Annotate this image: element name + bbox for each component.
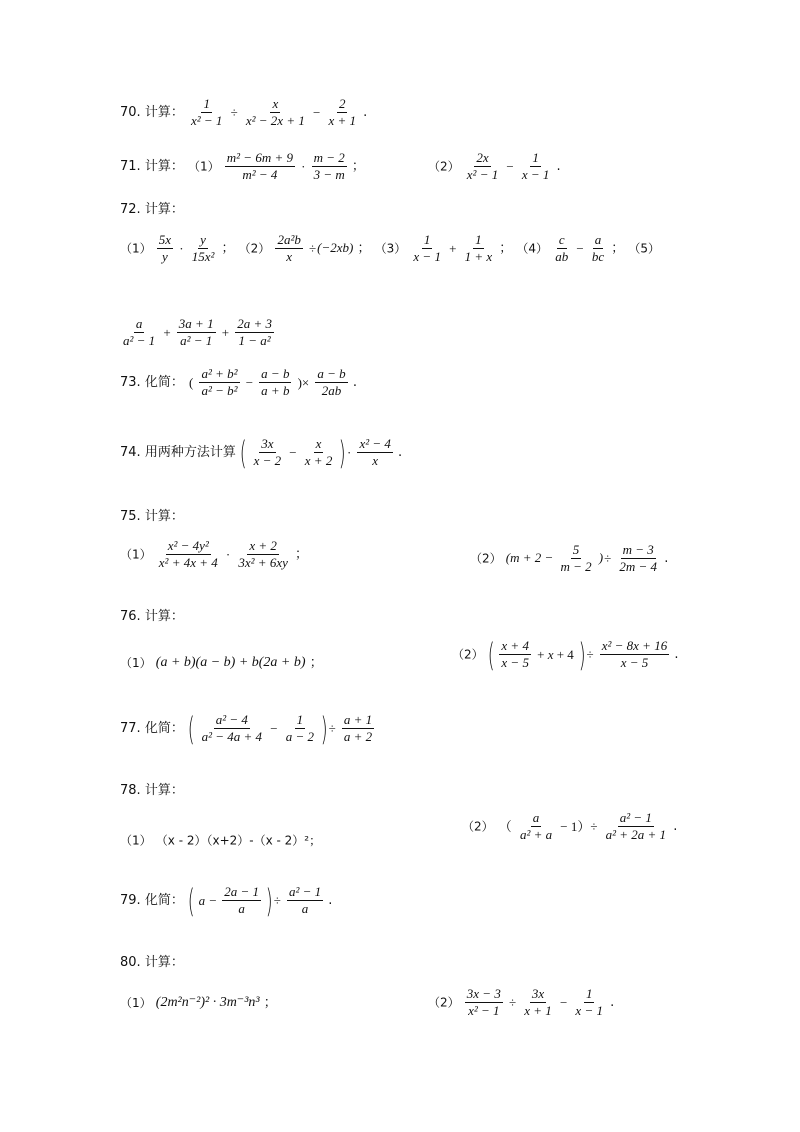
fraction: $\frac{5x}{y}$ [158, 232, 172, 264]
fraction: $\frac{a}{\text{a² − 1}}$ [123, 316, 156, 348]
fraction: $\frac{2a + 3}{\text{1 − a²}}$ [237, 316, 272, 348]
problem-label: 计算： [144, 159, 184, 174]
subpart-1: （1） [120, 241, 152, 256]
subpart-2: （2） [452, 647, 484, 662]
end-mark: ； [295, 547, 309, 562]
problem-number: 71. [120, 159, 141, 174]
problem-77: 77. 化简： ( $\frac{\text{a² − 4}}{\text{a² − 4a + 4}}$ − $\frac{1}{a - 2}$ )÷ $\frac{a + 1}{a + 2}$ [120, 709, 373, 748]
problem-80 [120, 956, 184, 969]
fraction: $\frac{a}{bc}$ [591, 232, 605, 264]
end-mark: . [664, 551, 669, 566]
fraction: $\frac{\text{a² − 4}}{\text{a² − 4a + 4}}$ [201, 712, 263, 744]
problem-79: 79. 化简： ( a − $\frac{2a - 1}{a}$ )÷ $\frac{\text{a² − 1}}{a}$ . [120, 881, 333, 920]
problem-78-part-2: （2） （ $\frac{a}{\text{a² + a}}$ − 1）÷ $\frac{\text{a² − 1}}{\text{a² + 2a + 1}}$ . [462, 810, 678, 842]
end-mark: . [610, 995, 615, 1010]
problem-label: 用两种方法计算 [144, 445, 236, 460]
problem-75 [120, 510, 184, 523]
problem-number: 76. [120, 609, 141, 624]
fraction: $\frac{3x - 3}{\text{x² − 1}}$ [466, 986, 501, 1018]
fraction: $\frac{\text{m² − 6m + 9}}{\text{m² − 4}}$ [226, 150, 293, 182]
problem-76-part-1: （1） (a + b)(a − b) + b(2a + b) ； [120, 655, 323, 671]
problem-76 [120, 610, 184, 623]
problem-78-part-1 [120, 834, 321, 847]
fraction: $\frac{1}{x - 1}$ [413, 232, 441, 264]
end-mark: ； [309, 655, 323, 671]
fraction: $\frac{3a + 1}{\text{a² − 1}}$ [178, 316, 214, 348]
fraction: $\frac{\text{a² − 1}}{\text{a² + 2a + 1}}$ [605, 810, 667, 842]
fraction: $\frac{a - b}{2ab}$ [317, 366, 346, 398]
expression: （x - 2）（x+2）-（x - 2）²； [155, 833, 322, 848]
problem-label: 计算： [144, 609, 184, 624]
problem-73: 73. 化简： ( $\frac{\text{a² + b²}}{\text{a² − b²}}$ − $\frac{a - b}{a + b}$ )× $\frac{a - b}{2ab}$ . [120, 366, 357, 398]
fraction: $\frac{x + 2}{\text{3x² + 6xy}}$ [238, 538, 288, 570]
problem-72-parts: （1） $\frac{5x}{y}$ · $\frac{y}{\text{15x²}}$ ； （2） $\frac{\text{2a²b}}{x}$ ÷(−2xb) ； （3） $\frac{1}{x - 1}$ + $\frac{1}{1 + x}$ ； （4） $\frac{c}{ab}$ − $\frac{a}{bc}$ ； （5） [120, 232, 661, 264]
subpart-1: （1） [120, 656, 152, 670]
fraction: $\frac{\text{x² − 4}}{x}$ [359, 436, 391, 468]
fraction: $\frac{\text{x² − 4y²}}{\text{x² + 4x + 4}}$ [158, 538, 218, 570]
fraction: $\frac{1}{x - 1}$ [575, 986, 603, 1018]
problem-70: 70. 计算： $\frac{1}{\text{x² − 1}}$ ÷ $\frac{x}{\text{x² − 2x + 1}}$ − $\frac{2}{x + 1}$ . [120, 96, 368, 128]
fraction: $\frac{1}{\text{x² − 1}}$ [190, 96, 223, 128]
problem-label: 计算： [144, 783, 184, 798]
problem-number: 77. [120, 721, 141, 736]
end-mark: . [398, 445, 403, 460]
problem-label: 化简： [144, 893, 184, 908]
end-mark: . [674, 647, 679, 662]
problem-76-part-2: （2） ( $\frac{x + 4}{x - 5}$ + x + 4 )÷ $\frac{\text{x² − 8x + 16}}{x - 5}$ . [452, 635, 679, 674]
subpart-2: （2） [462, 819, 494, 834]
fraction: $\frac{a + 1}{a + 2}$ [343, 712, 373, 744]
problem-74: 74. 用两种方法计算 ( $\frac{3x}{x - 2}$ − $\frac{x}{x + 2}$ )· $\frac{\text{x² − 4}}{x}$ . [120, 433, 403, 472]
end-mark: ； [351, 159, 365, 174]
fraction: $\frac{1}{1 + x}$ [464, 232, 493, 264]
problem-number: 73. [120, 375, 141, 390]
fraction: $\frac{2}{x + 1}$ [328, 96, 357, 128]
end-mark: . [352, 375, 357, 390]
subpart-2: （2） [428, 995, 460, 1010]
end-mark: . [363, 105, 368, 120]
problem-75-part-2: （2） (m + 2 − $\frac{5}{m - 2}$ )÷ $\frac{m - 3}{2m - 4}$ . [470, 542, 669, 574]
subpart-1: （1） [120, 996, 152, 1010]
subpart-1: （1） [120, 547, 152, 562]
fraction: $\frac{a - b}{a + b}$ [261, 366, 290, 398]
problem-label: 计算： [144, 955, 184, 970]
problem-number: 79. [120, 893, 141, 908]
fraction: $\frac{m - 3}{2m - 4}$ [619, 542, 658, 574]
problem-number: 74. [120, 445, 141, 460]
problem-label: 化简： [144, 721, 184, 736]
subpart-4: （4） [516, 241, 549, 256]
problem-number: 80. [120, 955, 141, 970]
fraction: $\frac{3x}{x - 2}$ [253, 436, 282, 468]
fraction: $\frac{x + 4}{x - 5}$ [501, 638, 529, 670]
problem-label: 计算： [144, 105, 184, 120]
problem-number: 78. [120, 783, 141, 798]
separator: ； [221, 241, 235, 256]
separator: ； [611, 241, 625, 256]
fraction: $\frac{1}{x - 1}$ [521, 150, 550, 182]
subpart-3: （3） [374, 241, 407, 256]
subpart-2: （2） [238, 241, 271, 256]
subpart-1: （1） [120, 833, 152, 848]
fraction: $\frac{x}{x + 2}$ [304, 436, 333, 468]
problem-label: 计算： [144, 202, 184, 217]
fraction: $\frac{x}{\text{x² − 2x + 1}}$ [245, 96, 305, 128]
end-mark: . [673, 819, 678, 834]
subpart-2: （2） [428, 159, 460, 174]
subpart-1: （1） [187, 159, 220, 174]
fraction: $\frac{2x}{\text{x² − 1}}$ [466, 150, 499, 182]
fraction: $\frac{a}{\text{a² + a}}$ [519, 810, 553, 842]
problem-75-part-1: （1） $\frac{\text{x² − 4y²}}{\text{x² + 4x + 4}}$ · $\frac{x + 2}{\text{3x² + 6xy}}$ ； [120, 538, 309, 570]
separator: ； [499, 241, 513, 256]
fraction: $\frac{m - 2}{3 - m}$ [313, 150, 345, 182]
problem-78 [120, 784, 184, 797]
subpart-5: （5） [628, 241, 661, 256]
fraction: $\frac{\text{a² − 1}}{a}$ [288, 884, 322, 916]
fraction: $\frac{\text{x² − 8x + 16}}{x - 5}$ [601, 638, 668, 670]
end-mark: ； [263, 995, 277, 1011]
fraction: $\frac{\text{2a²b}}{x}$ [277, 232, 301, 264]
fraction: $\frac{1}{a - 2}$ [285, 712, 314, 744]
fraction: $\frac{3x}{x + 1}$ [524, 986, 552, 1018]
subpart-2: （2） [470, 551, 502, 566]
problem-71: 71. 计算： （1） $\frac{\text{m² − 6m + 9}}{\text{m² − 4}}$ · $\frac{m - 2}{3 - m}$ ； [120, 150, 365, 182]
problem-number: 75. [120, 509, 141, 524]
fraction: $\frac{c}{ab}$ [555, 232, 569, 264]
problem-number: 70. [120, 105, 141, 120]
problem-80-part-1: （1） (2m²n⁻²)² · 3m⁻³n³ ； [120, 995, 277, 1011]
problem-72-part-5: $\frac{a}{\text{a² − 1}}$ + $\frac{3a + 1}{\text{a² − 1}}$ + $\frac{2a + 3}{\text{1 − a²}}$ [123, 316, 272, 348]
separator: ； [357, 241, 371, 256]
problem-label: 化简： [144, 375, 184, 390]
fraction: $\frac{\text{a² + b²}}{\text{a² − b²}}$ [201, 366, 238, 398]
problem-72 [120, 203, 184, 216]
fraction: $\frac{2a - 1}{a}$ [224, 884, 260, 916]
fraction: $\frac{y}{\text{15x²}}$ [191, 232, 215, 264]
problem-label: 计算： [144, 509, 184, 524]
problem-number: 72. [120, 202, 141, 217]
end-mark: . [556, 159, 561, 174]
problem-80-part-2: （2） $\frac{3x - 3}{\text{x² − 1}}$ ÷ $\frac{3x}{x + 1}$ − $\frac{1}{x - 1}$ . [428, 986, 615, 1018]
fraction: $\frac{5}{m - 2}$ [560, 542, 592, 574]
problem-71-part-2: （2） $\frac{2x}{\text{x² − 1}}$ − $\frac{1}{x - 1}$ . [428, 150, 561, 182]
end-mark: . [328, 893, 333, 908]
